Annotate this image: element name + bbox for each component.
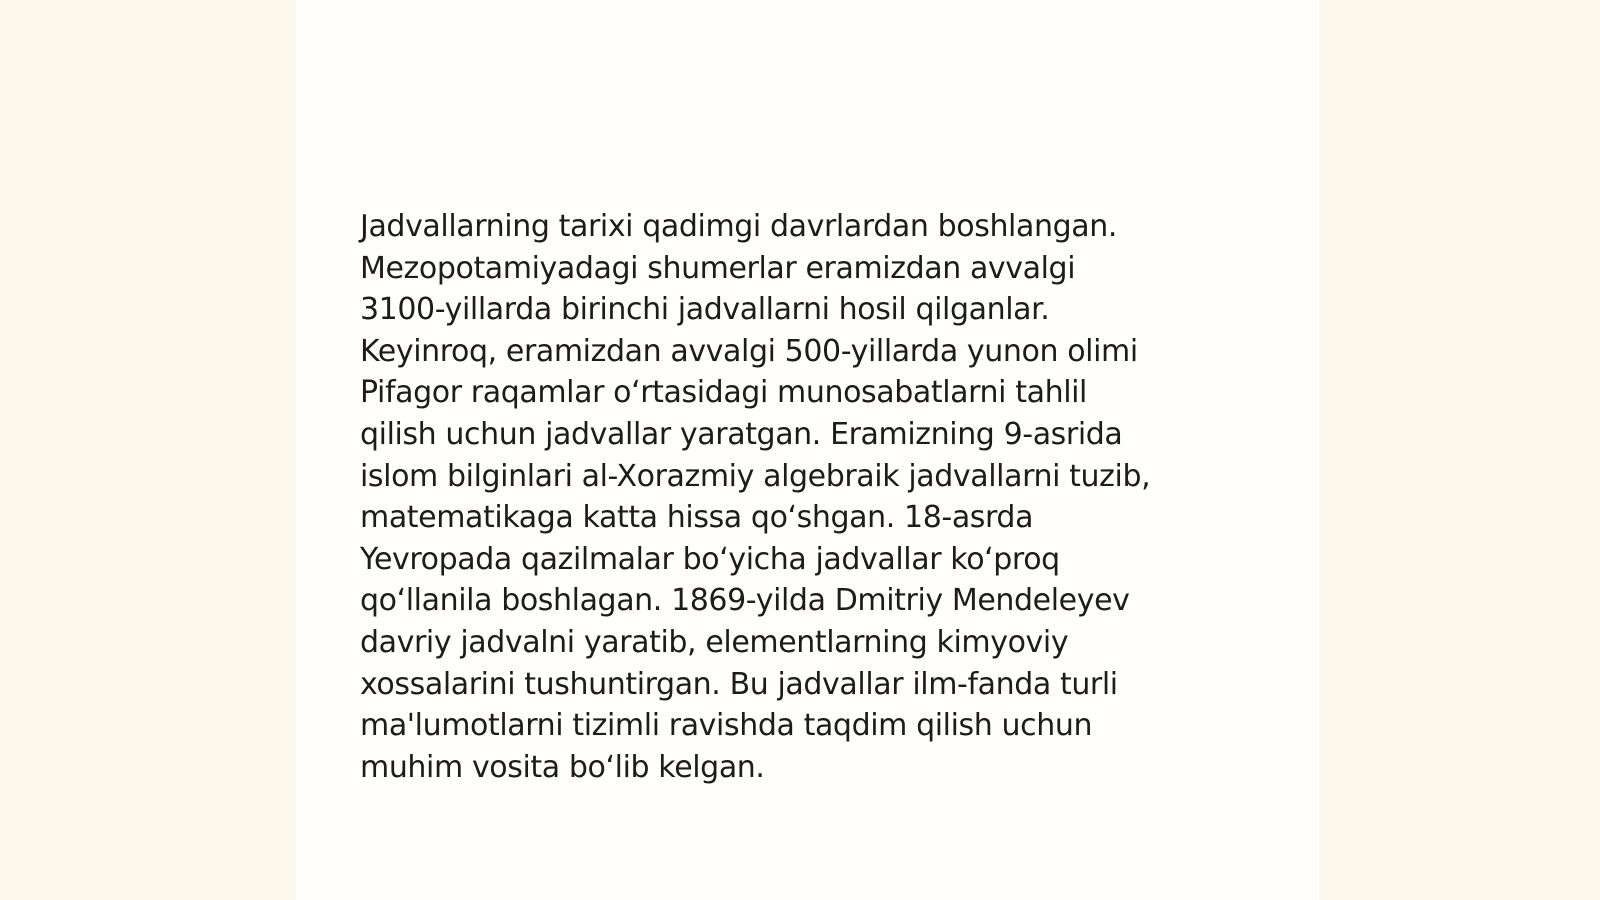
paragraph-line: 3100-yillarda birinchi jadvallarni hosil qilganlar. bbox=[360, 292, 1050, 328]
paragraph-line: ma'lumotlarni tizimli ravishda taqdim qilish uchun bbox=[360, 708, 1093, 744]
paragraph-line: qoʻllanila boshlagan. 1869-yilda Dmitriy Mendeleyev bbox=[360, 583, 1130, 619]
paragraph-line: davriy jadvalni yaratib, elementlarning kimyoviy bbox=[360, 624, 1069, 660]
paragraph-line: qilish uchun jadvallar yaratgan. Eramizning 9-asrida bbox=[360, 416, 1123, 452]
paragraph-line: Mezopotamiyadagi shumerlar eramizdan avvalgi bbox=[360, 250, 1076, 286]
paragraph-line: Keyinroq, eramizdan avvalgi 500-yillarda yunon olimi bbox=[360, 333, 1138, 369]
paragraph-line: Jadvallarning tarixi qadimgi davrlardan boshlangan. bbox=[360, 209, 1117, 244]
paragraph-line: xossalarini tushuntirgan. Bu jadvallar ilm-fanda turli bbox=[360, 666, 1118, 702]
paragraph-line: Yevropada qazilmalar boʻyicha jadvallar koʻproq bbox=[360, 541, 1060, 577]
paragraph-line: matematikaga katta hissa qoʻshgan. 18-asrda bbox=[360, 500, 1034, 536]
paragraph-line: muhim vosita boʻlib kelgan. bbox=[360, 749, 765, 785]
history-paragraph bbox=[360, 206, 1260, 788]
paragraph-line: islom bilginlari al-Xorazmiy algebraik jadvallarni tuzib, bbox=[360, 458, 1151, 494]
paragraph-line: Pifagor raqamlar oʻrtasidagi munosabatlarni tahlil bbox=[360, 375, 1087, 411]
slide bbox=[296, 0, 1319, 900]
